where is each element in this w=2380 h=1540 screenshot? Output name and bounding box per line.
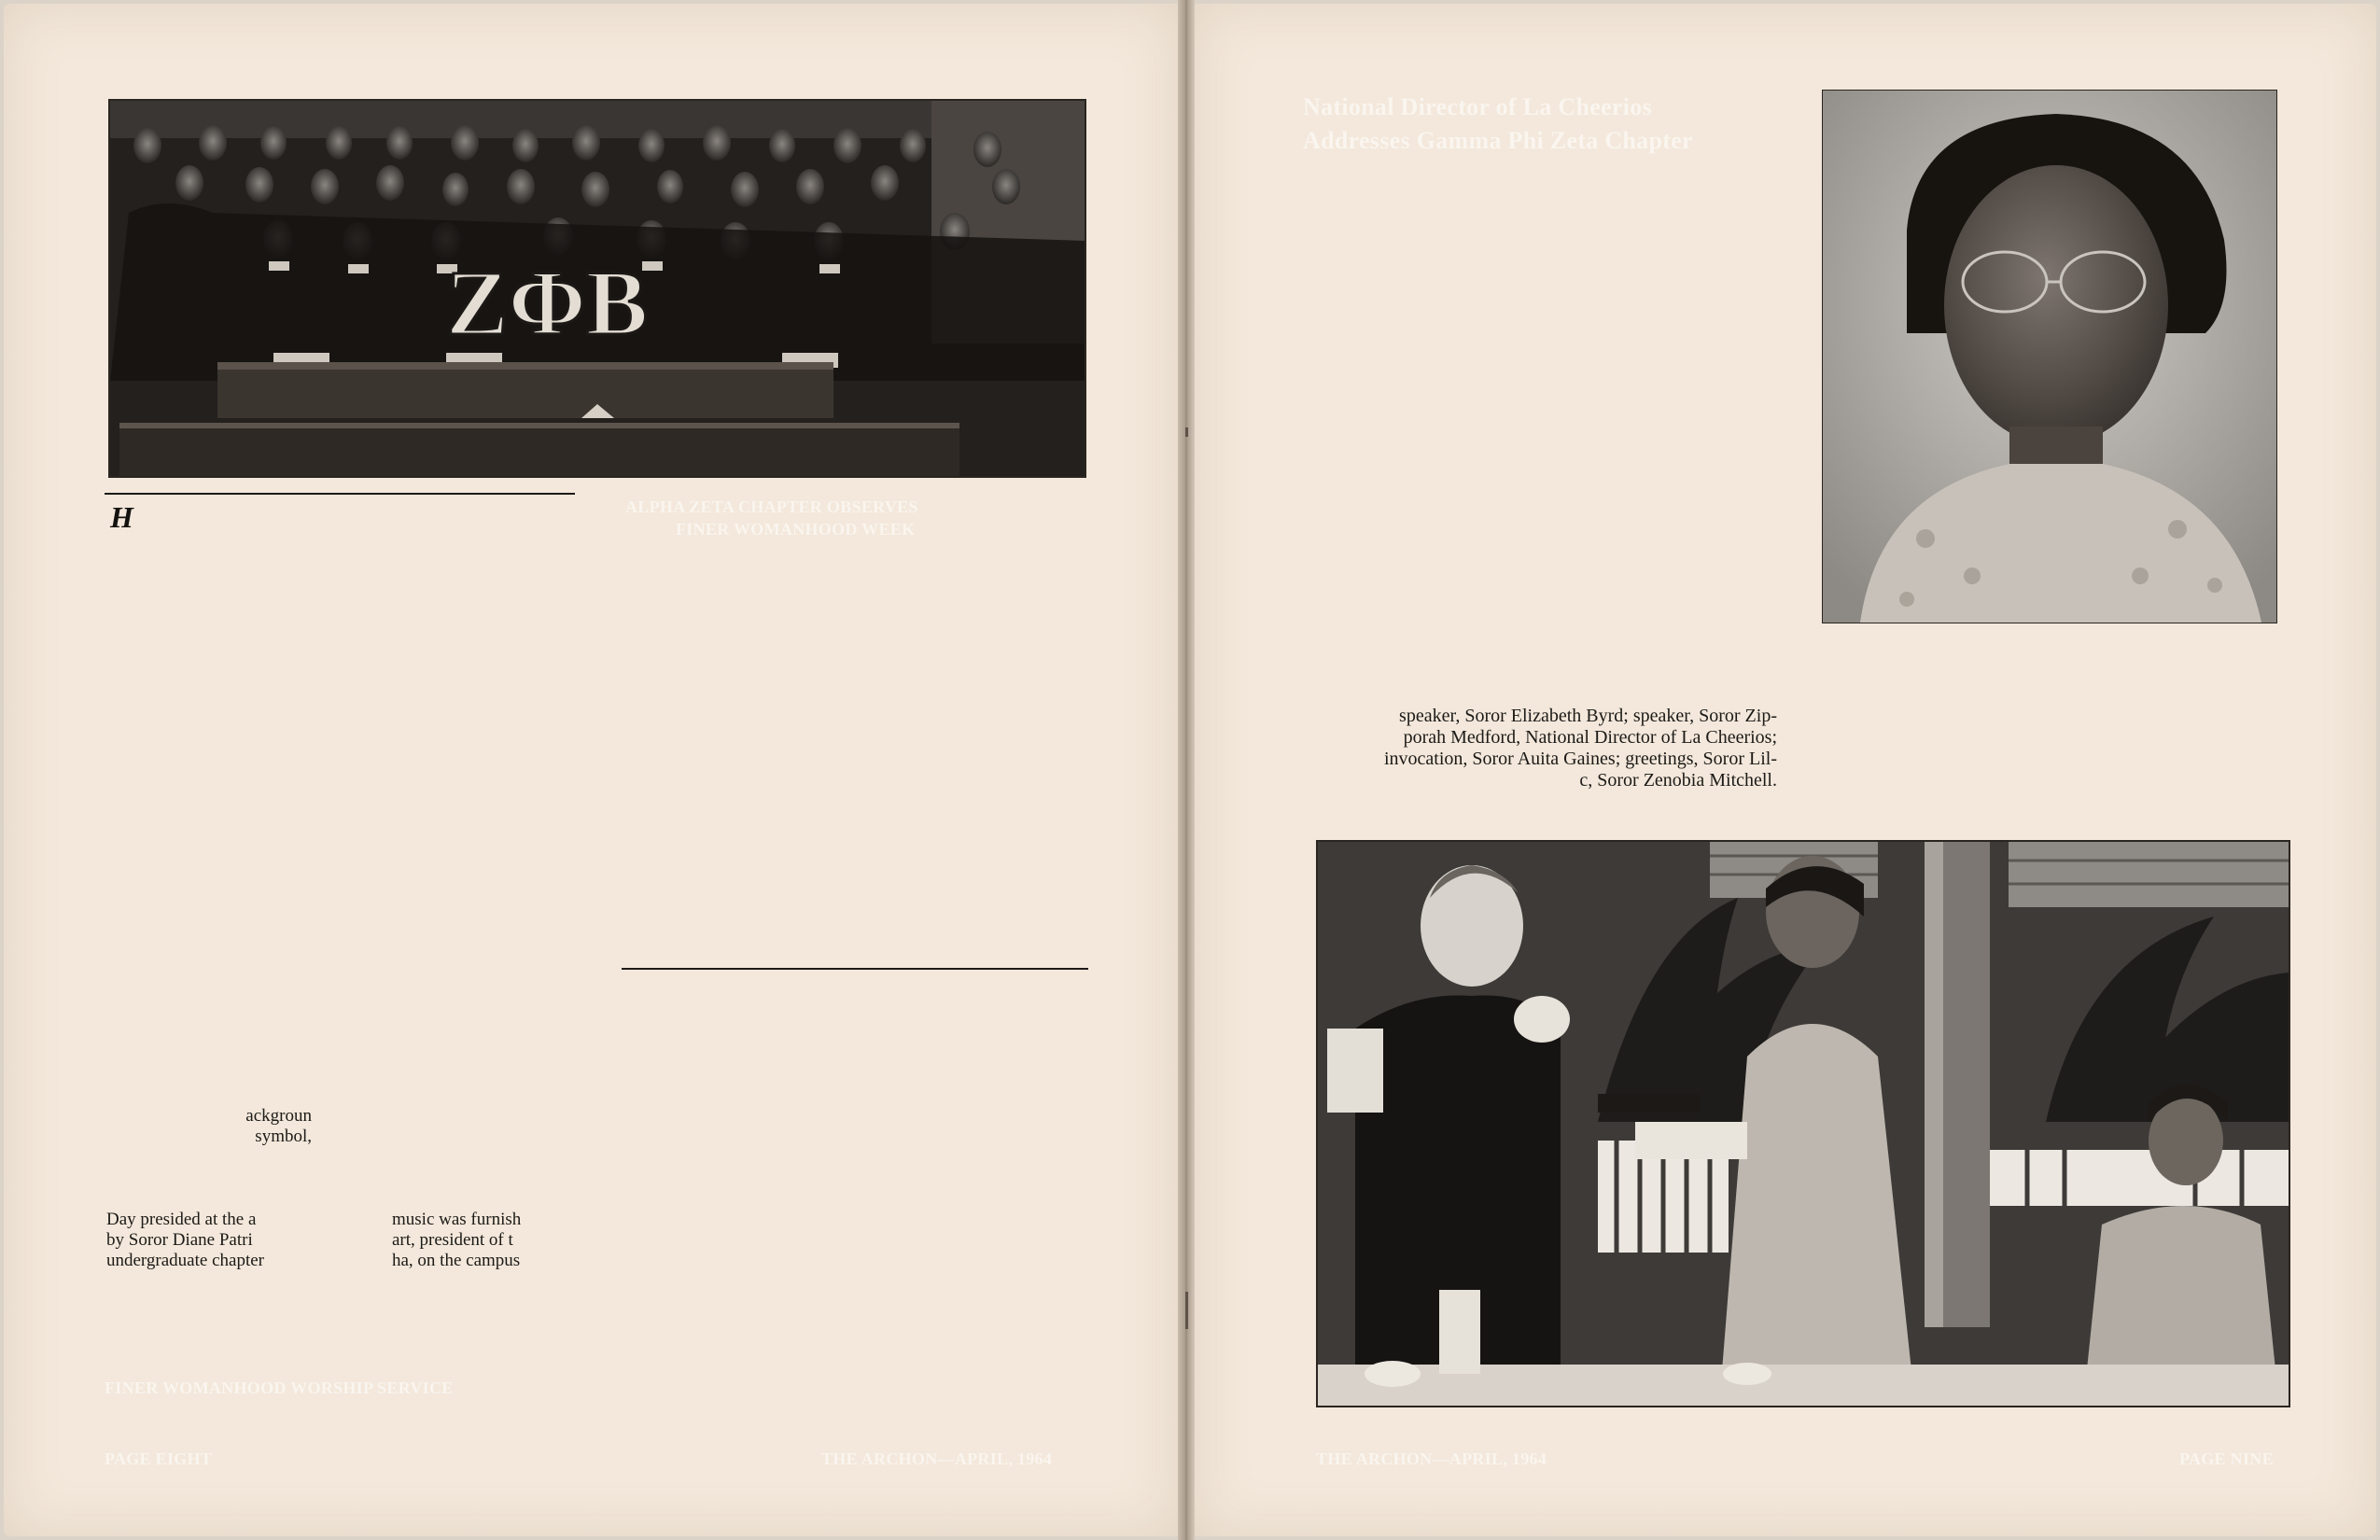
faint-title-1: National Director of La Cheerios <box>1303 93 1653 120</box>
sorority-emblem <box>446 251 648 355</box>
text-fragment: undergraduate chapter <box>106 1251 264 1270</box>
text-fragment: symbol, <box>255 1127 312 1146</box>
text-fragment: Day presided at the a <box>106 1210 257 1229</box>
faint-heading-2: FINER WOMANHOOD WEEK <box>676 520 916 539</box>
left-page <box>4 4 1178 1536</box>
presentation-image <box>1318 842 2289 1406</box>
faint-footer-right: THE ARCHON—APRIL, 1964 <box>821 1449 1053 1468</box>
caption-line: porah Medford, National Director of La Cheerios; <box>1403 727 1777 748</box>
column-rule <box>622 968 1088 970</box>
faint-heading-1: ALPHA ZETA CHAPTER OBSERVES <box>625 497 918 516</box>
section-rule <box>105 493 575 495</box>
portrait-image <box>1823 91 2276 623</box>
portrait-photo <box>1822 90 2277 623</box>
group-photo <box>108 99 1086 478</box>
faint-title-2: Addresses Gamma Phi Zeta Chapter <box>1303 127 1693 154</box>
faint-footer-left: PAGE EIGHT <box>105 1449 213 1468</box>
caption-text <box>1310 706 1777 791</box>
faint-heading-3: FINER WOMANHOOD WORSHIP SERVICE <box>105 1379 454 1397</box>
staple <box>1185 1292 1188 1329</box>
drop-initial: H <box>110 500 133 534</box>
caption-line: speaker, Soror Elizabeth Byrd; speaker, Soror Zip- <box>1399 706 1777 726</box>
caption-line: invocation, Soror Auita Gaines; greetings, Soror Lil- <box>1383 749 1777 769</box>
caption-line: c, Soror Zenobia Mitchell. <box>1579 770 1777 791</box>
presentation-photo <box>1316 840 2290 1407</box>
staple <box>1185 427 1188 437</box>
text-fragment: ackgroun <box>245 1106 312 1126</box>
group-photo-image <box>110 101 1085 476</box>
emblem-letters: ZΦB <box>446 251 649 355</box>
text-fragment: art, president of t <box>392 1230 513 1250</box>
faint-footer-left: THE ARCHON—APRIL, 1964 <box>1316 1449 1547 1468</box>
text-fragment: music was furnish <box>392 1210 522 1229</box>
text-fragment: by Soror Diane Patri <box>106 1230 253 1250</box>
faint-footer-right: PAGE NINE <box>2179 1449 2274 1468</box>
right-page <box>1195 4 2376 1536</box>
text-fragment: ha, on the campus <box>392 1251 521 1270</box>
